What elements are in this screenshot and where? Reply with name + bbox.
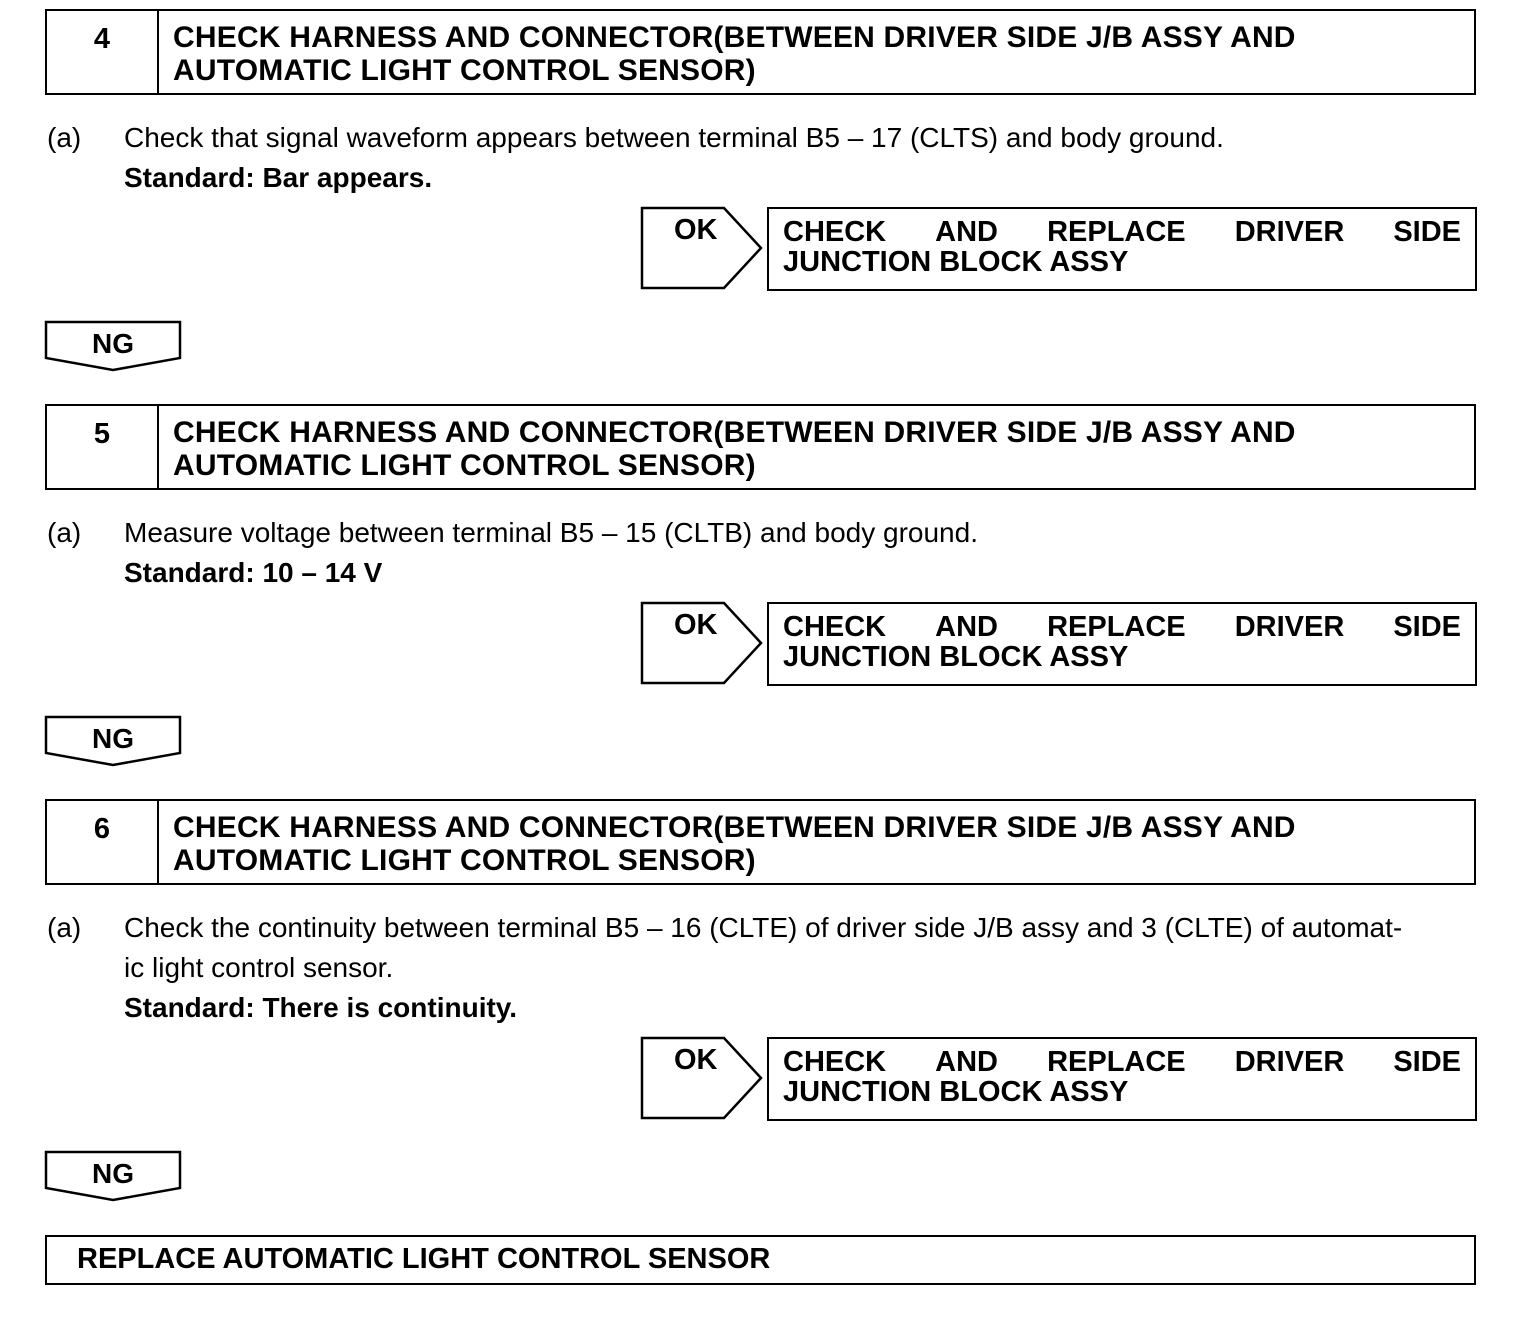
item-label: (a)	[47, 517, 82, 548]
ok-result-word: SIDE	[1393, 611, 1461, 643]
ok-result-word: SIDE	[1393, 216, 1461, 248]
ok-result-box	[767, 602, 1477, 686]
ng-label: NG	[92, 328, 134, 359]
step-title-line2: AUTOMATIC LIGHT CONTROL SENSOR)	[173, 54, 756, 87]
ok-branch-tag	[640, 1036, 764, 1120]
step-title-line2: AUTOMATIC LIGHT CONTROL SENSOR)	[173, 844, 756, 877]
step-6-header	[45, 799, 1476, 885]
ok-result-word: AND	[935, 611, 999, 643]
ok-result-line1	[783, 217, 1461, 247]
ng-label: NG	[92, 1158, 134, 1189]
ng-label: NG	[92, 723, 134, 754]
final-action-box: REPLACE AUTOMATIC LIGHT CONTROL SENSOR	[45, 1235, 1476, 1285]
step-title-line1: CHECK HARNESS AND CONNECTOR(BETWEEN DRIVER SIDE J/B ASSY AND	[173, 21, 1296, 54]
ok-result-line2: JUNCTION BLOCK ASSY	[783, 1076, 1129, 1108]
item-label: (a)	[47, 122, 82, 153]
ok-result-box	[767, 1037, 1477, 1121]
ok-result-word: DRIVER	[1234, 611, 1345, 643]
ok-result-word: DRIVER	[1234, 1046, 1345, 1078]
item-text-line2: ic light control sensor.	[124, 952, 394, 983]
ok-label: OK	[674, 1044, 718, 1076]
ok-result-word: AND	[935, 1046, 999, 1078]
step-title-line1: CHECK HARNESS AND CONNECTOR(BETWEEN DRIVER SIDE J/B ASSY AND	[173, 811, 1296, 844]
standard-text: Standard: There is continuity.	[124, 992, 518, 1023]
item-label: (a)	[47, 912, 82, 943]
ok-result-line2: JUNCTION BLOCK ASSY	[783, 641, 1129, 673]
ng-branch-tag	[44, 320, 182, 372]
standard-text: Standard: Bar appears.	[124, 162, 433, 193]
ok-result-word: AND	[935, 216, 999, 248]
ok-result-word: REPLACE	[1047, 1046, 1186, 1078]
step-title-line2: AUTOMATIC LIGHT CONTROL SENSOR)	[173, 449, 756, 482]
step-5-header	[45, 404, 1476, 490]
item-text	[124, 908, 1480, 988]
ok-result-box	[767, 207, 1477, 291]
step-title	[159, 406, 1474, 488]
standard-text: Standard: 10 – 14 V	[124, 557, 383, 588]
ok-label: OK	[674, 214, 718, 246]
item-text-line1: Check the continuity between terminal B5 – 16 (CLTE) of driver side J/B assy and 3 (CLTE) of automat-	[124, 912, 1403, 943]
ng-branch-tag	[44, 1150, 182, 1202]
ok-branch-tag	[640, 601, 764, 685]
item-text: Measure voltage between terminal B5 – 15 (CLTB) and body ground.	[124, 517, 978, 548]
ok-result-word: REPLACE	[1047, 216, 1186, 248]
step-title	[159, 801, 1474, 883]
ok-result-word: CHECK	[783, 611, 887, 643]
ok-result-word: REPLACE	[1047, 611, 1186, 643]
item-text: Check that signal waveform appears between terminal B5 – 17 (CLTS) and body ground.	[124, 122, 1224, 153]
ok-result-line1	[783, 1047, 1461, 1077]
ok-label: OK	[674, 609, 718, 641]
ok-result-line2: JUNCTION BLOCK ASSY	[783, 246, 1129, 278]
step-title	[159, 11, 1474, 93]
ok-result-word: CHECK	[783, 216, 887, 248]
ok-result-word: SIDE	[1393, 1046, 1461, 1078]
step-4-header	[45, 9, 1476, 95]
ok-branch-tag	[640, 206, 764, 290]
ok-result-line1	[783, 612, 1461, 642]
step-number: 5	[47, 406, 159, 488]
step-number: 4	[47, 11, 159, 93]
step-title-line1: CHECK HARNESS AND CONNECTOR(BETWEEN DRIVER SIDE J/B ASSY AND	[173, 416, 1296, 449]
step-number: 6	[47, 801, 159, 883]
ng-branch-tag	[44, 715, 182, 767]
ok-result-word: DRIVER	[1234, 216, 1345, 248]
ok-result-word: CHECK	[783, 1046, 887, 1078]
